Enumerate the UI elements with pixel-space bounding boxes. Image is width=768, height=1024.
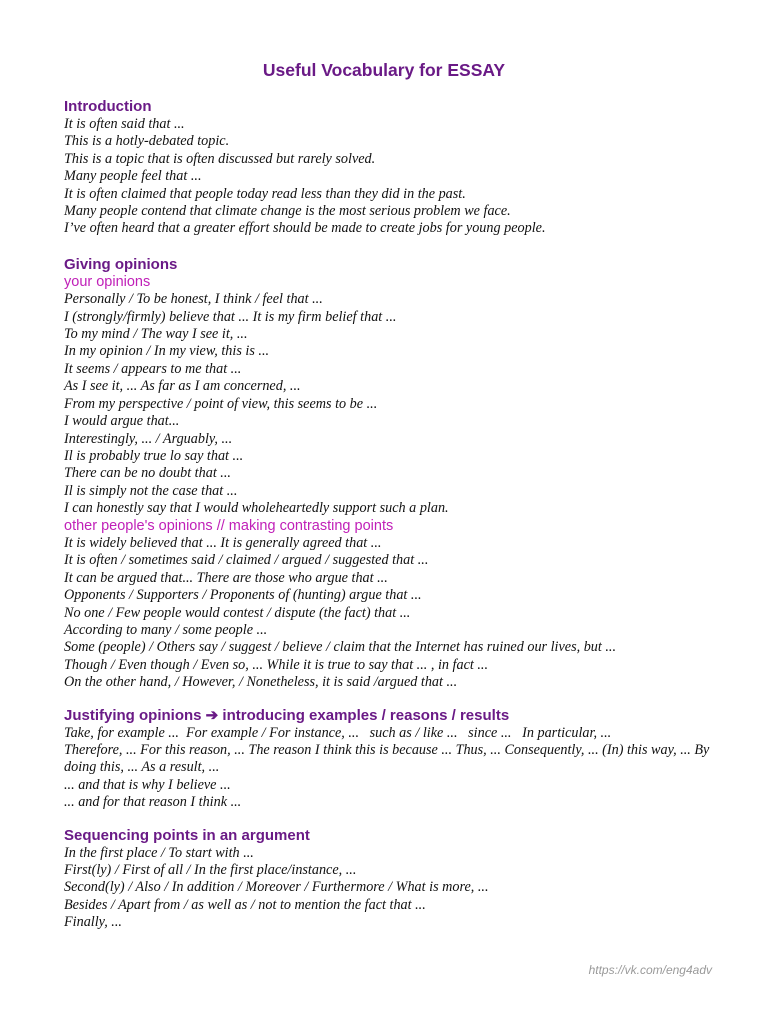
section-giving-opinions [64, 255, 734, 692]
phrase-line: Many people contend that climate change is the most serious problem we face. [64, 203, 511, 220]
phrase-line: Finally, ... [64, 914, 122, 931]
phrase-line: It can be argued that... There are those who argue that ... [64, 569, 388, 586]
phrase-line: There can be no doubt that ... [64, 465, 231, 482]
phrase-line: Take, for example ... For example / For instance, ... such as / like ... since ... In particular, ... [64, 724, 612, 741]
phrase-line: Though / Even though / Even so, ... While it is true to say that ... , in fact ... [64, 656, 489, 673]
phrase-line: Some (people) / Others say / suggest / believe / claim that the Internet has ruined our lives, but ... [64, 639, 617, 656]
document-body [64, 97, 734, 932]
section-heading: Giving opinions [64, 255, 178, 273]
phrase-list [64, 535, 734, 692]
phrase-line: This is a hotly-debated topic. [64, 133, 230, 150]
phrase-line: This is a topic that is often discussed but rarely solved. [64, 150, 376, 167]
phrase-line: According to many / some people ... [64, 621, 268, 638]
phrase-line: Many people feel that ... [64, 168, 202, 185]
phrase-line: To my mind / The way I see it, ... [64, 326, 248, 343]
section-introduction [64, 97, 734, 238]
phrase-line: It seems / appears to me that ... [64, 360, 242, 377]
phrase-line: Second(ly) / Also / In addition / Moreover / Furthermore / What is more, ... [64, 879, 489, 896]
phrase-line: ... and for that reason I think ... [64, 794, 242, 811]
subsection-heading: your opinions [64, 273, 151, 290]
phrase-line: I would argue that... [64, 413, 180, 430]
phrase-line: No one / Few people would contest / dispute (the fact) that ... [64, 604, 411, 621]
phrase-line: I can honestly say that I would wholeheartedly support such a plan. [64, 500, 449, 517]
phrase-line: I (strongly/firmly) believe that ... It is my firm belief that ... [64, 308, 397, 325]
phrase-line: On the other hand, / However, / Nonetheless, it is said /argued that ... [64, 674, 458, 691]
phrase-line: ... and that is why I believe ... [64, 776, 231, 793]
phrase-list [64, 845, 734, 932]
phrase-line: From my perspective / point of view, this seems to be ... [64, 395, 378, 412]
phrase-line: It is often / sometimes said / claimed / argued / suggested that ... [64, 552, 429, 569]
section-justifying-opinions [64, 706, 734, 812]
phrase-line: Therefore, ... For this reason, ... The reason I think this is because ... Thus, ... Consequently, ... (In) this way, ... By doing this, ... As a result, ... [64, 742, 710, 776]
section-heading: Justifying opinions ➔ introducing examples / reasons / results [64, 706, 510, 724]
section-heading: Introduction [64, 98, 152, 115]
phrase-list [64, 116, 734, 238]
phrase-line: As I see it, ... As far as I am concerned, ... [64, 378, 301, 395]
phrase-line: Personally / To be honest, I think / feel that ... [64, 291, 323, 308]
phrase-line: It is often said that ... [64, 116, 185, 132]
phrase-list [64, 725, 734, 812]
phrase-line: In my opinion / In my view, this is ... [64, 343, 270, 360]
phrase-line: Besides / Apart from / as well as / not to mention the fact that ... [64, 896, 426, 913]
phrase-list [64, 291, 734, 517]
phrase-line: It is widely believed that ... It is generally agreed that ... [64, 534, 382, 551]
phrase-line: It is often claimed that people today read less than they did in the past. [64, 185, 466, 202]
phrase-line: Il is simply not the case that ... [64, 482, 238, 499]
section-sequencing-points [64, 826, 734, 932]
phrase-line: Interestingly, ... / Arguably, ... [64, 430, 233, 447]
document-title: Useful Vocabulary for ESSAY [262, 60, 506, 80]
footer-source-link[interactable]: https://vk.com/eng4adv [588, 963, 712, 977]
phrase-line: In the first place / To start with ... [64, 844, 254, 861]
subsection-heading: other people's opinions // making contrasting points [64, 517, 394, 534]
section-heading: Sequencing points in an argument [64, 826, 310, 844]
phrase-line: I’ve often heard that a greater effort should be made to create jobs for young people. [64, 220, 546, 237]
phrase-line: First(ly) / First of all / In the first place/instance, ... [64, 862, 357, 879]
phrase-line: Il is probably true lo say that ... [64, 447, 244, 464]
phrase-line: Opponents / Supporters / Proponents of (hunting) argue that ... [64, 587, 422, 604]
